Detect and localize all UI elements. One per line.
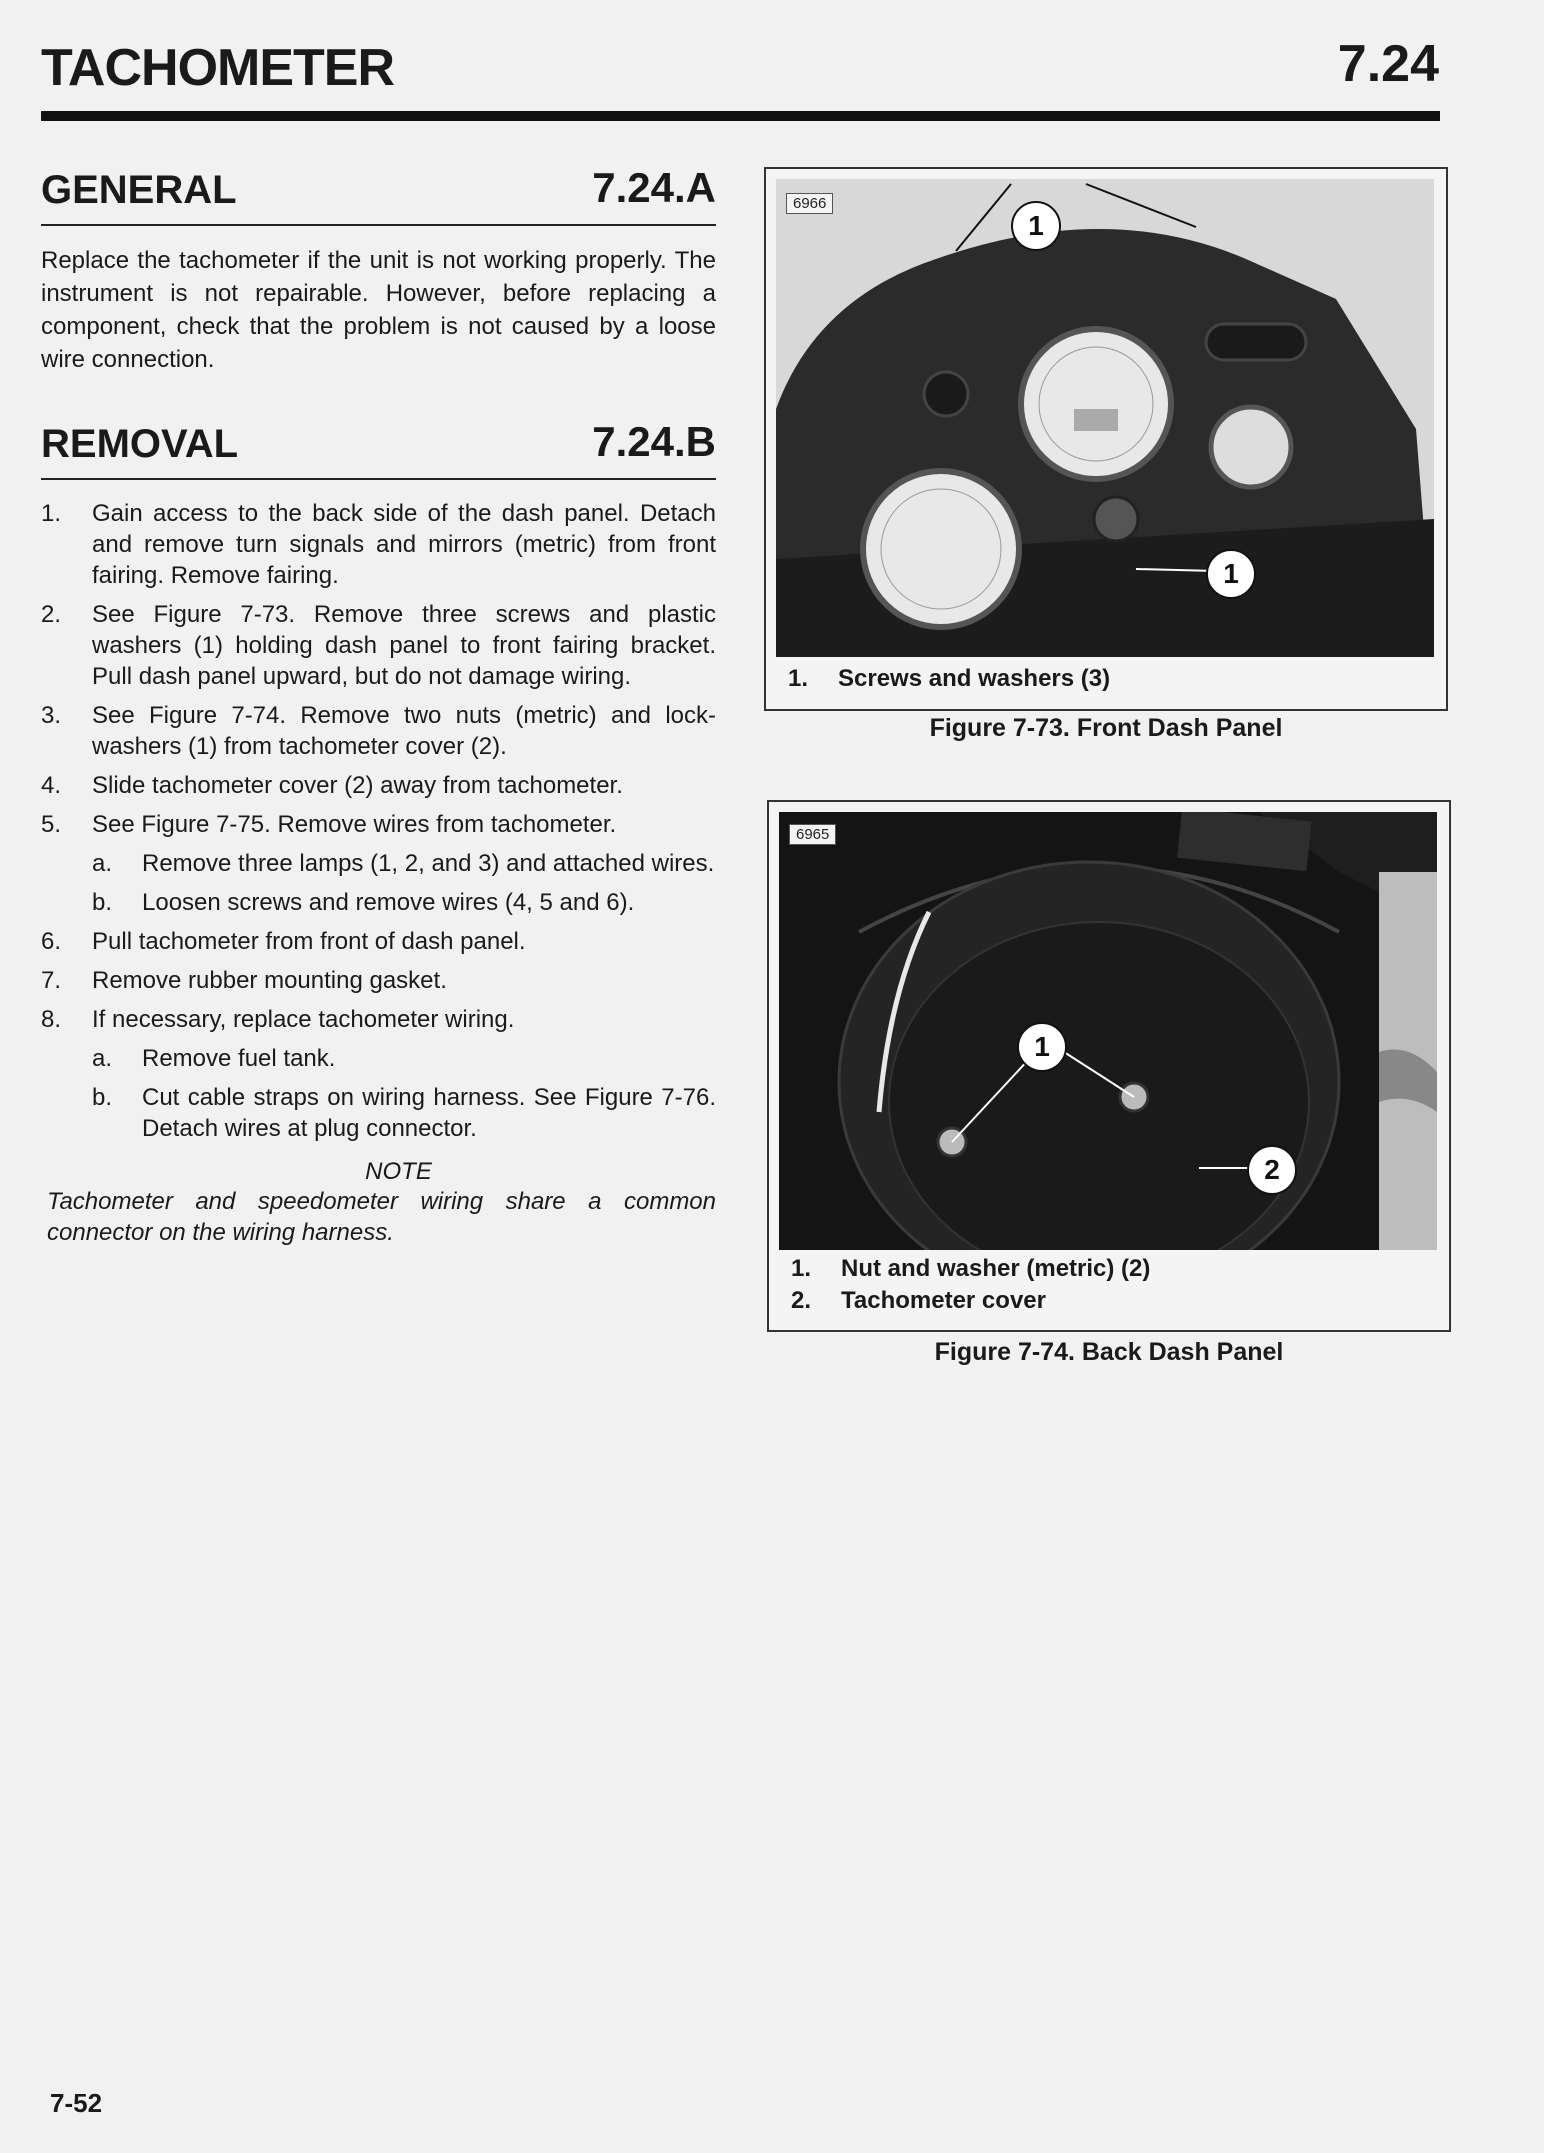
substep-letter: b. — [92, 1084, 113, 1111]
legend-item — [791, 1253, 1150, 1285]
figure-id: 6966 — [786, 193, 833, 214]
step-6 — [41, 926, 716, 957]
step-text: See Figure 7-74. Remove two nuts (metric) and lock-washers (1) from tachometer cover (2). — [92, 702, 716, 760]
dash-panel-illustration — [776, 179, 1434, 657]
removal-steps — [41, 498, 716, 1144]
front-dash-panel-photo — [776, 179, 1434, 657]
figure-7-74-caption: Figure 7-74. Back Dash Panel — [934, 1338, 1284, 1366]
substep-text: Loosen screws and remove wires (4, 5 and 6). — [142, 889, 635, 916]
step-5 — [41, 809, 716, 840]
page-title: TACHOMETER — [41, 39, 395, 97]
step-3 — [41, 700, 716, 762]
step-text: Gain access to the back side of the dash panel. Detach and remove turn signals and mirrors (metric) from front fairing. Remove fairing. — [92, 500, 716, 589]
substep-text: Remove three lamps (1, 2, and 3) and attached wires. — [142, 850, 715, 877]
section-number: 7.24 — [1337, 35, 1439, 93]
legend-text: Nut and washer (metric) (2) — [841, 1255, 1151, 1282]
back-dash-illustration — [779, 812, 1437, 1250]
figure-legend — [791, 1253, 1150, 1317]
callout-1: 1 — [1011, 201, 1061, 251]
figure-legend — [788, 663, 1110, 695]
divider — [41, 478, 716, 480]
legend-text: Screws and washers (3) — [838, 665, 1111, 692]
divider — [41, 224, 716, 226]
figure-7-73 — [764, 167, 1448, 711]
step-number: 6. — [41, 928, 62, 955]
general-number: 7.24.A — [592, 164, 716, 211]
step-text: See Figure 7-75. Remove wires from tachometer. — [92, 811, 617, 838]
page-number: 7-52 — [50, 2088, 103, 2118]
callout-2: 2 — [1247, 1145, 1297, 1195]
callout-1: 1 — [1206, 549, 1256, 599]
general-paragraph: Replace the tachometer if the unit is not working properly. The instrument is not repairable. However, before replacing a component, check that the problem is not caused by a loose wire connection. — [41, 247, 716, 373]
general-heading: GENERAL — [41, 168, 237, 212]
back-dash-panel-photo — [779, 812, 1437, 1250]
note-text: Tachometer and speedometer wiring share a common connector on the wiring harness. — [47, 1188, 716, 1246]
legend-number: 2. — [791, 1287, 812, 1314]
step-number: 8. — [41, 1006, 62, 1033]
callout-1: 1 — [1017, 1022, 1067, 1072]
step-1 — [41, 498, 716, 591]
step-7 — [41, 965, 716, 996]
figure-7-73-caption: Figure 7-73. Front Dash Panel — [929, 714, 1283, 742]
step-text: Slide tachometer cover (2) away from tachometer. — [92, 772, 623, 799]
substep-letter: b. — [92, 889, 113, 916]
step-5a — [41, 848, 716, 879]
header-rule — [41, 111, 1440, 121]
legend-text: Tachometer cover — [841, 1287, 1046, 1314]
step-number: 4. — [41, 772, 62, 799]
step-8b — [41, 1082, 716, 1144]
legend-item — [788, 663, 1110, 695]
substep-letter: a. — [92, 1045, 113, 1072]
legend-number: 1. — [788, 665, 809, 692]
step-text: See Figure 7-73. Remove three screws and plastic washers (1) holding dash panel to front fairing bracket. Pull dash panel upward, but do not damage wiring. — [92, 601, 716, 690]
step-8a — [41, 1043, 716, 1074]
legend-number: 1. — [791, 1255, 812, 1282]
text-column — [41, 160, 716, 1248]
figure-7-74 — [767, 800, 1451, 1332]
step-5b — [41, 887, 716, 918]
note-label: NOTE — [365, 1158, 432, 1185]
step-number: 2. — [41, 601, 62, 628]
removal-heading: REMOVAL — [41, 422, 239, 466]
step-number: 1. — [41, 500, 62, 527]
substep-text: Cut cable straps on wiring harness. See Figure 7-76. Detach wires at plug connector. — [142, 1084, 716, 1142]
step-text: Remove rubber mounting gasket. — [92, 967, 447, 994]
legend-item — [791, 1285, 1150, 1317]
step-4 — [41, 770, 716, 801]
step-2 — [41, 599, 716, 692]
step-text: Pull tachometer from front of dash panel. — [92, 928, 526, 955]
step-number: 5. — [41, 811, 62, 838]
step-text: If necessary, replace tachometer wiring. — [92, 1006, 515, 1033]
substep-text: Remove fuel tank. — [142, 1045, 336, 1072]
substep-letter: a. — [92, 850, 113, 877]
figure-id: 6965 — [789, 824, 836, 845]
step-8 — [41, 1004, 716, 1035]
step-number: 3. — [41, 702, 62, 729]
removal-heading-row — [41, 414, 716, 474]
general-heading-row — [41, 160, 716, 220]
step-number: 7. — [41, 967, 62, 994]
removal-number: 7.24.B — [592, 418, 716, 465]
